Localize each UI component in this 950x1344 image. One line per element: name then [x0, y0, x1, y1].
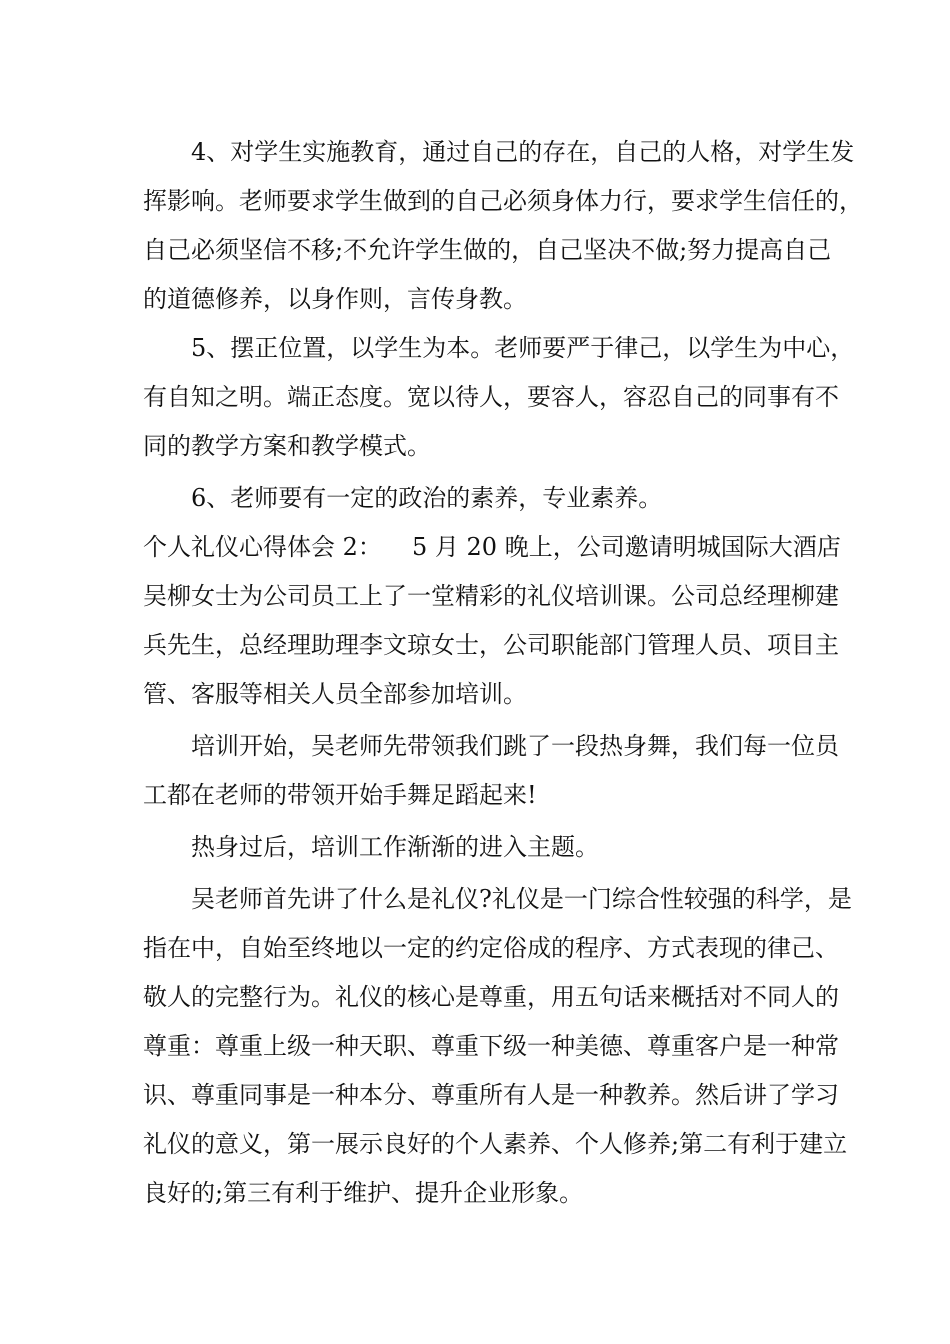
warmup-paragraph: 热身过后，培训工作渐渐的进入主题。	[191, 833, 599, 861]
section-heading: 个人礼仪心得体会 2：	[143, 533, 382, 561]
etiquette-paragraph-line-7: 良好的;第三有利于维护、提升企业形象。	[143, 1179, 584, 1207]
etiquette-paragraph-line-1: 吴老师首先讲了什么是礼仪?礼仪是一门综合性较强的科学，是	[191, 885, 852, 913]
etiquette-paragraph-line-5: 识、尊重同事是一种本分、尊重所有人是一种教养。然后讲了学习	[143, 1081, 839, 1109]
etiquette-paragraph-line-3: 敬人的完整行为。礼仪的核心是尊重，用五句话来概括对不同人的	[143, 983, 839, 1011]
paragraph-4-line-4: 的道德修养，以身作则，言传身教。	[143, 285, 527, 313]
paragraph-5-line-1: 5、摆正位置，以学生为本。老师要严于律己，以学生为中心，	[191, 334, 855, 362]
paragraph-4-line-3: 自己必须坚信不移;不允许学生做的，自己坚决不做;努力提高自己	[143, 236, 832, 264]
section-paragraph-line-4: 管、客服等相关人员全部参加培训。	[143, 680, 527, 708]
paragraph-4-line-1: 4、对学生实施教育，通过自己的存在，自己的人格，对学生发	[191, 138, 855, 166]
paragraph-4-line-2: 挥影响。老师要求学生做到的自己必须身体力行，要求学生信任的，	[143, 187, 863, 215]
paragraph-5-line-2: 有自知之明。端正态度。宽以待人，要容人，容忍自己的同事有不	[143, 383, 839, 411]
training-paragraph-line-1: 培训开始，吴老师先带领我们跳了一段热身舞，我们每一位员	[191, 732, 839, 760]
etiquette-paragraph-line-6: 礼仪的意义，第一展示良好的个人素养、个人修养;第二有利于建立	[143, 1130, 848, 1158]
etiquette-paragraph-line-4: 尊重：尊重上级一种天职、尊重下级一种美德、尊重客户是一种常	[143, 1032, 839, 1060]
paragraph-6-line-1: 6、老师要有一定的政治的素养，专业素养。	[191, 484, 663, 512]
section-paragraph-line-3: 兵先生，总经理助理李文琼女士，公司职能部门管理人员、项目主	[143, 631, 839, 659]
training-paragraph-line-2: 工都在老师的带领开始手舞足蹈起来!	[143, 781, 537, 809]
etiquette-paragraph-line-2: 指在中，自始至终地以一定的约定俗成的程序、方式表现的律己、	[143, 934, 839, 962]
paragraph-5-line-3: 同的教学方案和教学模式。	[143, 432, 431, 460]
section-first-line-rest: 5 月 20 晚上，公司邀请明城国际大酒店	[412, 533, 841, 561]
section-paragraph-line-2: 吴柳女士为公司员工上了一堂精彩的礼仪培训课。公司总经理柳建	[143, 582, 839, 610]
